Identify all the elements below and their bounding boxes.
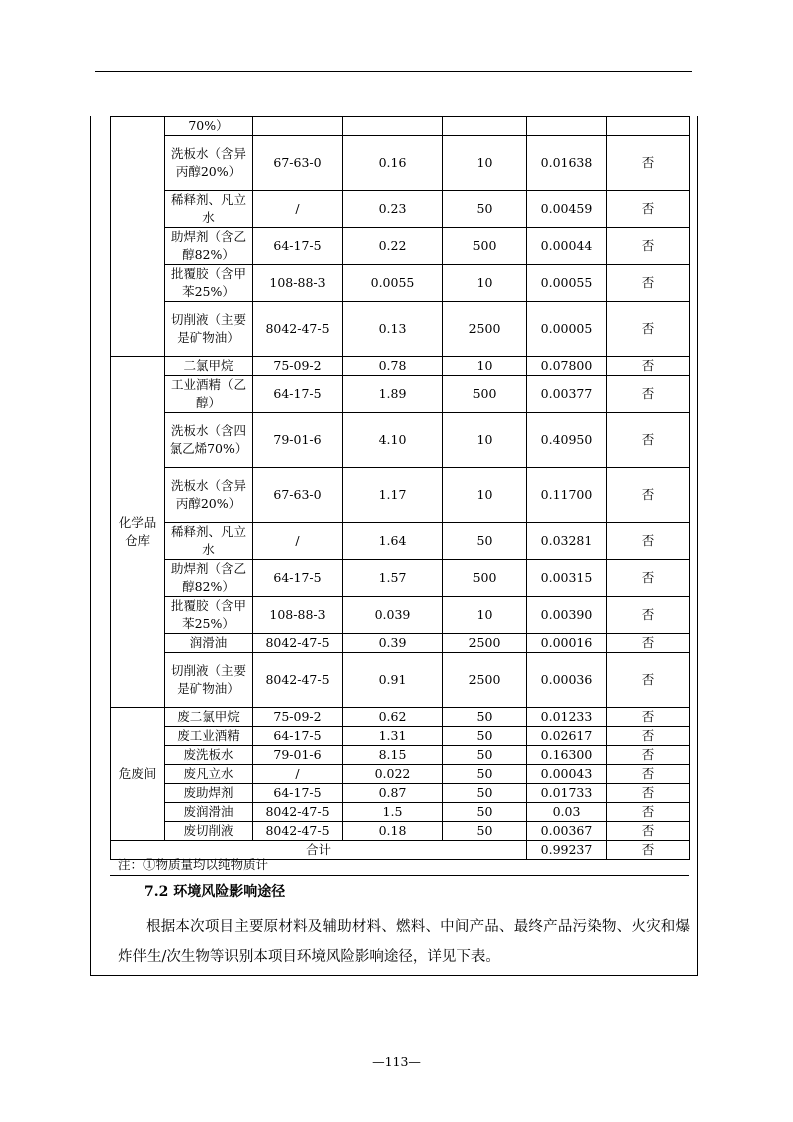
threshold-quantity: 50 xyxy=(443,708,527,727)
stored-quantity: 0.13 xyxy=(343,302,443,357)
q-ratio: 0.00016 xyxy=(527,634,607,653)
q-ratio: 0.01638 xyxy=(527,136,607,191)
stored-quantity: 1.31 xyxy=(343,727,443,746)
stored-quantity: 0.39 xyxy=(343,634,443,653)
stored-quantity: 1.57 xyxy=(343,560,443,597)
stored-quantity: 8.15 xyxy=(343,746,443,765)
substance-name: 批覆胶（含甲苯25%） xyxy=(165,265,253,302)
threshold-quantity: 50 xyxy=(443,523,527,560)
major-hazard: 否 xyxy=(607,708,690,727)
substance-name: 洗板水（含四氯乙烯70%） xyxy=(165,413,253,468)
q-ratio: 0.01733 xyxy=(527,784,607,803)
major-hazard: 否 xyxy=(607,228,690,265)
q-ratio: 0.07800 xyxy=(527,357,607,376)
threshold-quantity: 10 xyxy=(443,265,527,302)
threshold-quantity: 2500 xyxy=(443,634,527,653)
substance-name: 切削液（主要是矿物油） xyxy=(165,302,253,357)
table-row xyxy=(111,708,690,727)
stored-quantity xyxy=(343,117,443,136)
storage-area-cell xyxy=(111,117,165,357)
stored-quantity: 1.89 xyxy=(343,376,443,413)
threshold-quantity: 50 xyxy=(443,803,527,822)
cas-number: 64-17-5 xyxy=(253,727,343,746)
q-ratio: 0.00459 xyxy=(527,191,607,228)
stored-quantity: 0.91 xyxy=(343,653,443,708)
major-hazard: 否 xyxy=(607,597,690,634)
table-row xyxy=(111,191,690,228)
major-hazard xyxy=(607,117,690,136)
q-ratio: 0.40950 xyxy=(527,413,607,468)
major-hazard: 否 xyxy=(607,376,690,413)
substance-name: 废润滑油 xyxy=(165,803,253,822)
cas-number: 79-01-6 xyxy=(253,413,343,468)
stored-quantity: 0.16 xyxy=(343,136,443,191)
threshold-quantity: 50 xyxy=(443,746,527,765)
stored-quantity: 0.62 xyxy=(343,708,443,727)
threshold-quantity: 10 xyxy=(443,136,527,191)
q-ratio: 0.11700 xyxy=(527,468,607,523)
substance-name: 洗板水（含异丙醇20%） xyxy=(165,468,253,523)
q-ratio: 0.03 xyxy=(527,803,607,822)
table-row xyxy=(111,468,690,523)
stored-quantity: 0.22 xyxy=(343,228,443,265)
threshold-quantity: 10 xyxy=(443,468,527,523)
threshold-quantity: 10 xyxy=(443,413,527,468)
q-ratio: 0.01233 xyxy=(527,708,607,727)
cas-number: 75-09-2 xyxy=(253,357,343,376)
cas-number: 64-17-5 xyxy=(253,784,343,803)
substance-name: 废洗板水 xyxy=(165,746,253,765)
substance-name: 废凡立水 xyxy=(165,765,253,784)
cas-number: 8042-47-5 xyxy=(253,803,343,822)
stored-quantity: 1.64 xyxy=(343,523,443,560)
substance-name: 废工业酒精 xyxy=(165,727,253,746)
cas-number: 108-88-3 xyxy=(253,597,343,634)
cas-number: 64-17-5 xyxy=(253,228,343,265)
page-number: —113— xyxy=(372,1054,421,1069)
storage-area-chem: 化学品仓库 xyxy=(111,357,165,708)
cas-number: 108-88-3 xyxy=(253,265,343,302)
major-hazard: 否 xyxy=(607,727,690,746)
substance-name: 助焊剂（含乙醇82%） xyxy=(165,228,253,265)
table-row xyxy=(111,727,690,746)
stored-quantity: 4.10 xyxy=(343,413,443,468)
table-row xyxy=(111,376,690,413)
q-ratio: 0.02617 xyxy=(527,727,607,746)
cas-number: 67-63-0 xyxy=(253,136,343,191)
major-hazard: 否 xyxy=(607,746,690,765)
stored-quantity: 0.87 xyxy=(343,784,443,803)
major-hazard: 否 xyxy=(607,191,690,228)
cas-number: 67-63-0 xyxy=(253,468,343,523)
cas-number: 64-17-5 xyxy=(253,376,343,413)
stored-quantity: 0.23 xyxy=(343,191,443,228)
cas-number: 75-09-2 xyxy=(253,708,343,727)
q-ratio: 0.00036 xyxy=(527,653,607,708)
cas-number: 64-17-5 xyxy=(253,560,343,597)
stored-quantity: 1.17 xyxy=(343,468,443,523)
major-hazard: 否 xyxy=(607,136,690,191)
cas-number: 8042-47-5 xyxy=(253,634,343,653)
stored-quantity: 0.022 xyxy=(343,765,443,784)
table-note: 注：①物质量均以纯物质计 xyxy=(118,857,269,872)
major-hazard: 否 xyxy=(607,265,690,302)
major-hazard: 否 xyxy=(607,803,690,822)
major-hazard: 否 xyxy=(607,765,690,784)
header-rule xyxy=(95,71,692,72)
threshold-quantity: 10 xyxy=(443,597,527,634)
table-row xyxy=(111,265,690,302)
table-row xyxy=(111,117,690,136)
cas-number: / xyxy=(253,191,343,228)
major-hazard: 否 xyxy=(607,822,690,841)
table-row xyxy=(111,765,690,784)
substance-name: 稀释剂、凡立水 xyxy=(165,523,253,560)
cas-number: 79-01-6 xyxy=(253,746,343,765)
q-ratio xyxy=(527,117,607,136)
body-paragraph: 根据本次项目主要原材料及辅助材料、燃料、中间产品、最终产品污染物、火灾和爆炸伴生/次生物等识别本项目环境风险影响途径，详见下表。 xyxy=(118,919,690,965)
major-hazard: 否 xyxy=(607,560,690,597)
cas-number xyxy=(253,117,343,136)
table-row xyxy=(111,653,690,708)
q-ratio: 0.00044 xyxy=(527,228,607,265)
major-hazard: 否 xyxy=(607,653,690,708)
threshold-quantity: 2500 xyxy=(443,302,527,357)
substance-name: 废二氯甲烷 xyxy=(165,708,253,727)
total-ratio: 0.99237 xyxy=(527,841,607,860)
table-row xyxy=(111,413,690,468)
substance-name: 二氯甲烷 xyxy=(165,357,253,376)
total-major: 否 xyxy=(607,841,690,860)
q-ratio: 0.00367 xyxy=(527,822,607,841)
table-row xyxy=(111,302,690,357)
q-ratio: 0.00043 xyxy=(527,765,607,784)
cas-number: / xyxy=(253,765,343,784)
threshold-quantity: 500 xyxy=(443,376,527,413)
q-ratio: 0.00315 xyxy=(527,560,607,597)
major-hazard: 否 xyxy=(607,784,690,803)
substance-name: 润滑油 xyxy=(165,634,253,653)
q-ratio: 0.00055 xyxy=(527,265,607,302)
major-hazard: 否 xyxy=(607,634,690,653)
stored-quantity: 0.78 xyxy=(343,357,443,376)
table-row xyxy=(111,822,690,841)
q-ratio: 0.00005 xyxy=(527,302,607,357)
substance-name: 70%） xyxy=(165,117,253,136)
substance-name: 洗板水（含异丙醇20%） xyxy=(165,136,253,191)
major-hazard: 否 xyxy=(607,523,690,560)
threshold-quantity: 2500 xyxy=(443,653,527,708)
major-hazard: 否 xyxy=(607,413,690,468)
table-row xyxy=(111,803,690,822)
stored-quantity: 0.0055 xyxy=(343,265,443,302)
threshold-quantity: 50 xyxy=(443,822,527,841)
q-ratio: 0.03281 xyxy=(527,523,607,560)
threshold-quantity: 50 xyxy=(443,765,527,784)
risk-substance-table xyxy=(110,116,690,860)
table-row xyxy=(111,228,690,265)
q-ratio: 0.16300 xyxy=(527,746,607,765)
table-row xyxy=(111,746,690,765)
table-row xyxy=(111,560,690,597)
table-row xyxy=(111,597,690,634)
substance-name: 工业酒精（乙醇） xyxy=(165,376,253,413)
total-label: 合计 xyxy=(111,841,527,860)
stored-quantity: 1.5 xyxy=(343,803,443,822)
table-row xyxy=(111,634,690,653)
major-hazard: 否 xyxy=(607,302,690,357)
threshold-quantity xyxy=(443,117,527,136)
table-row xyxy=(111,523,690,560)
table-row xyxy=(111,357,690,376)
threshold-quantity: 500 xyxy=(443,560,527,597)
substance-name: 废切削液 xyxy=(165,822,253,841)
substance-name: 批覆胶（含甲苯25%） xyxy=(165,597,253,634)
table-row xyxy=(111,784,690,803)
stored-quantity: 0.039 xyxy=(343,597,443,634)
q-ratio: 0.00377 xyxy=(527,376,607,413)
substance-name: 切削液（主要是矿物油） xyxy=(165,653,253,708)
threshold-quantity: 50 xyxy=(443,784,527,803)
substance-name: 稀释剂、凡立水 xyxy=(165,191,253,228)
threshold-quantity: 10 xyxy=(443,357,527,376)
section-title: 7.2 环境风险影响途径 xyxy=(144,884,286,900)
major-hazard: 否 xyxy=(607,468,690,523)
cas-number: 8042-47-5 xyxy=(253,302,343,357)
threshold-quantity: 50 xyxy=(443,727,527,746)
cas-number: 8042-47-5 xyxy=(253,822,343,841)
substance-name: 废助焊剂 xyxy=(165,784,253,803)
threshold-quantity: 50 xyxy=(443,191,527,228)
cas-number: / xyxy=(253,523,343,560)
q-ratio: 0.00390 xyxy=(527,597,607,634)
stored-quantity: 0.18 xyxy=(343,822,443,841)
major-hazard: 否 xyxy=(607,357,690,376)
substance-name: 助焊剂（含乙醇82%） xyxy=(165,560,253,597)
threshold-quantity: 500 xyxy=(443,228,527,265)
note-rule xyxy=(110,875,689,876)
cas-number: 8042-47-5 xyxy=(253,653,343,708)
table-row xyxy=(111,136,690,191)
storage-area-waste: 危废间 xyxy=(111,708,165,841)
